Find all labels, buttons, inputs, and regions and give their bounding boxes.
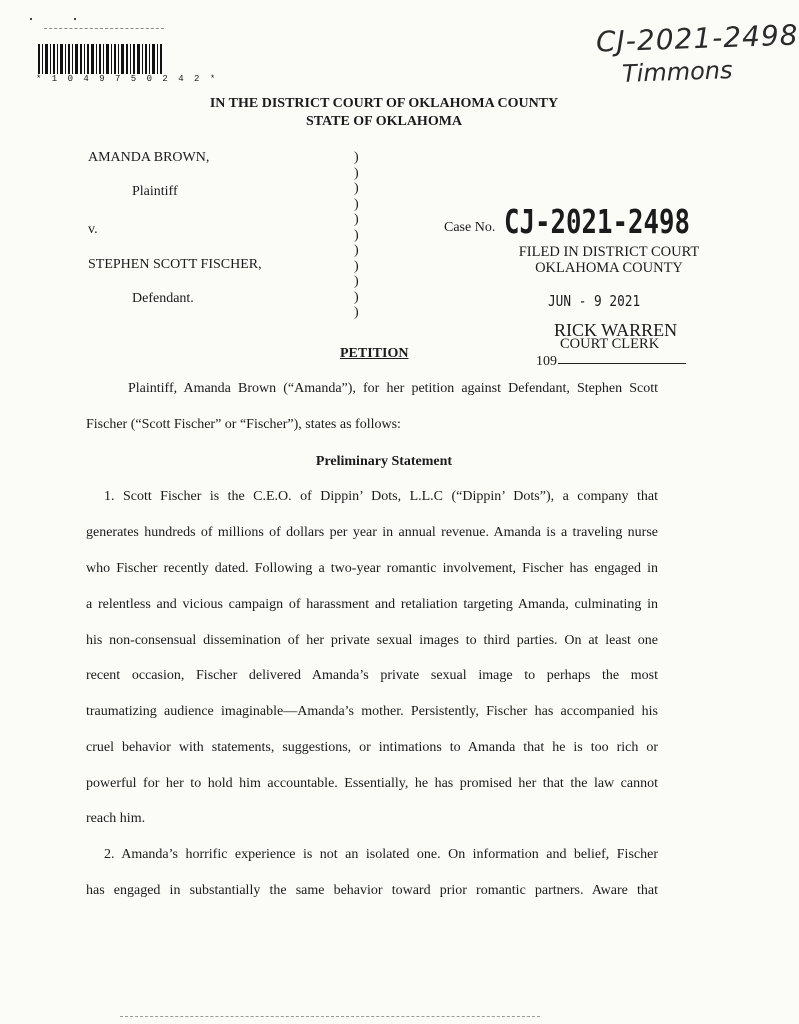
clerk-name: RICK WARREN <box>554 320 678 340</box>
clerk-title: COURT CLERK <box>560 336 660 352</box>
scan-speck <box>74 18 76 20</box>
versus: v. <box>88 222 98 237</box>
paragraph-line: generates hundreds of millions of dollars per year in annual revenue. Amanda is a traveling nurse <box>86 525 658 540</box>
filed-stamp-line2: OKLAHOMA COUNTY <box>535 260 683 276</box>
paren: ) <box>354 212 359 227</box>
paragraph-line: powerful for her to hold him accountable. Essentially, he has promised her that the law cannot <box>86 776 658 791</box>
paragraph-line: recent occasion, Fischer delivered Amanda’s private sexual image to perhaps the most <box>86 668 658 683</box>
court-state: STATE OF OKLAHOMA <box>305 114 463 129</box>
caption-parentheses <box>354 150 359 321</box>
paren: ) <box>354 258 359 274</box>
defendant-role: Defendant. <box>132 291 194 306</box>
handwritten-judge-name: Timmons <box>621 56 733 88</box>
paren: ) <box>354 227 359 243</box>
paren: ) <box>354 165 359 181</box>
case-number-stamp: CJ-2021-2498 <box>504 202 690 241</box>
stamp-signature-line <box>558 363 686 364</box>
paren: ) <box>354 274 359 289</box>
scan-marks <box>120 1016 540 1017</box>
paragraph-line: 1. Scott Fischer is the C.E.O. of Dippin’ Dots, L.L.C (“Dippin’ Dots”), a company that <box>104 489 658 504</box>
section-heading: Preliminary Statement <box>315 454 453 469</box>
paren: ) <box>354 243 359 258</box>
stamp-number: 109 <box>536 354 557 369</box>
court-name: IN THE DISTRICT COURT OF OKLAHOMA COUNTY <box>209 96 559 111</box>
intro-line: Plaintiff, Amanda Brown (“Amanda”), for her petition against Defendant, Stephen Scott <box>128 381 658 396</box>
paragraph-line: traumatizing audience imaginable—Amanda’s mother. Persistently, Fischer has accompanied his <box>86 704 658 719</box>
barcode-number: * 1 0 4 9 7 5 0 2 4 2 * <box>36 74 218 84</box>
paragraph-line: a relentless and vicious campaign of harassment and retaliation targeting Amanda, culminating in <box>86 597 658 612</box>
filed-stamp-line1: FILED IN DISTRICT COURT <box>518 244 700 260</box>
paragraph-line: has engaged in substantially the same behavior toward prior romantic partners. Aware that <box>86 883 658 898</box>
handwritten-case-number: CJ-2021-2498 <box>595 18 799 59</box>
intro-line: Fischer (“Scott Fischer” or “Fischer”), states as follows: <box>86 417 401 432</box>
filed-date: JUN - 9 2021 <box>548 292 641 310</box>
barcode <box>38 44 164 74</box>
paragraph-line: reach him. <box>86 811 146 826</box>
paragraph-line: who Fischer recently dated. Following a two-year romantic involvement, Fischer has engaged in <box>86 561 658 576</box>
paren: ) <box>354 305 359 320</box>
plaintiff-role: Plaintiff <box>132 184 178 199</box>
paren: ) <box>354 181 359 196</box>
paren: ) <box>354 150 359 165</box>
scan-marks <box>44 28 164 29</box>
scan-speck <box>30 18 32 20</box>
paragraph-line: cruel behavior with statements, suggestions, or intimations to Amanda that he is too rich or <box>86 740 658 755</box>
defendant-name: STEPHEN SCOTT FISCHER, <box>88 257 262 272</box>
document-title: PETITION <box>340 346 409 361</box>
paren: ) <box>354 196 359 212</box>
plaintiff-name: AMANDA BROWN, <box>88 150 210 165</box>
case-number-label: Case No. <box>444 220 496 235</box>
paragraph-line: his non-consensual dissemination of her private sexual images to third parties. On at least one <box>86 633 658 648</box>
paren: ) <box>354 289 359 305</box>
paragraph-line: 2. Amanda’s horrific experience is not an isolated one. On information and belief, Fischer <box>104 847 658 862</box>
